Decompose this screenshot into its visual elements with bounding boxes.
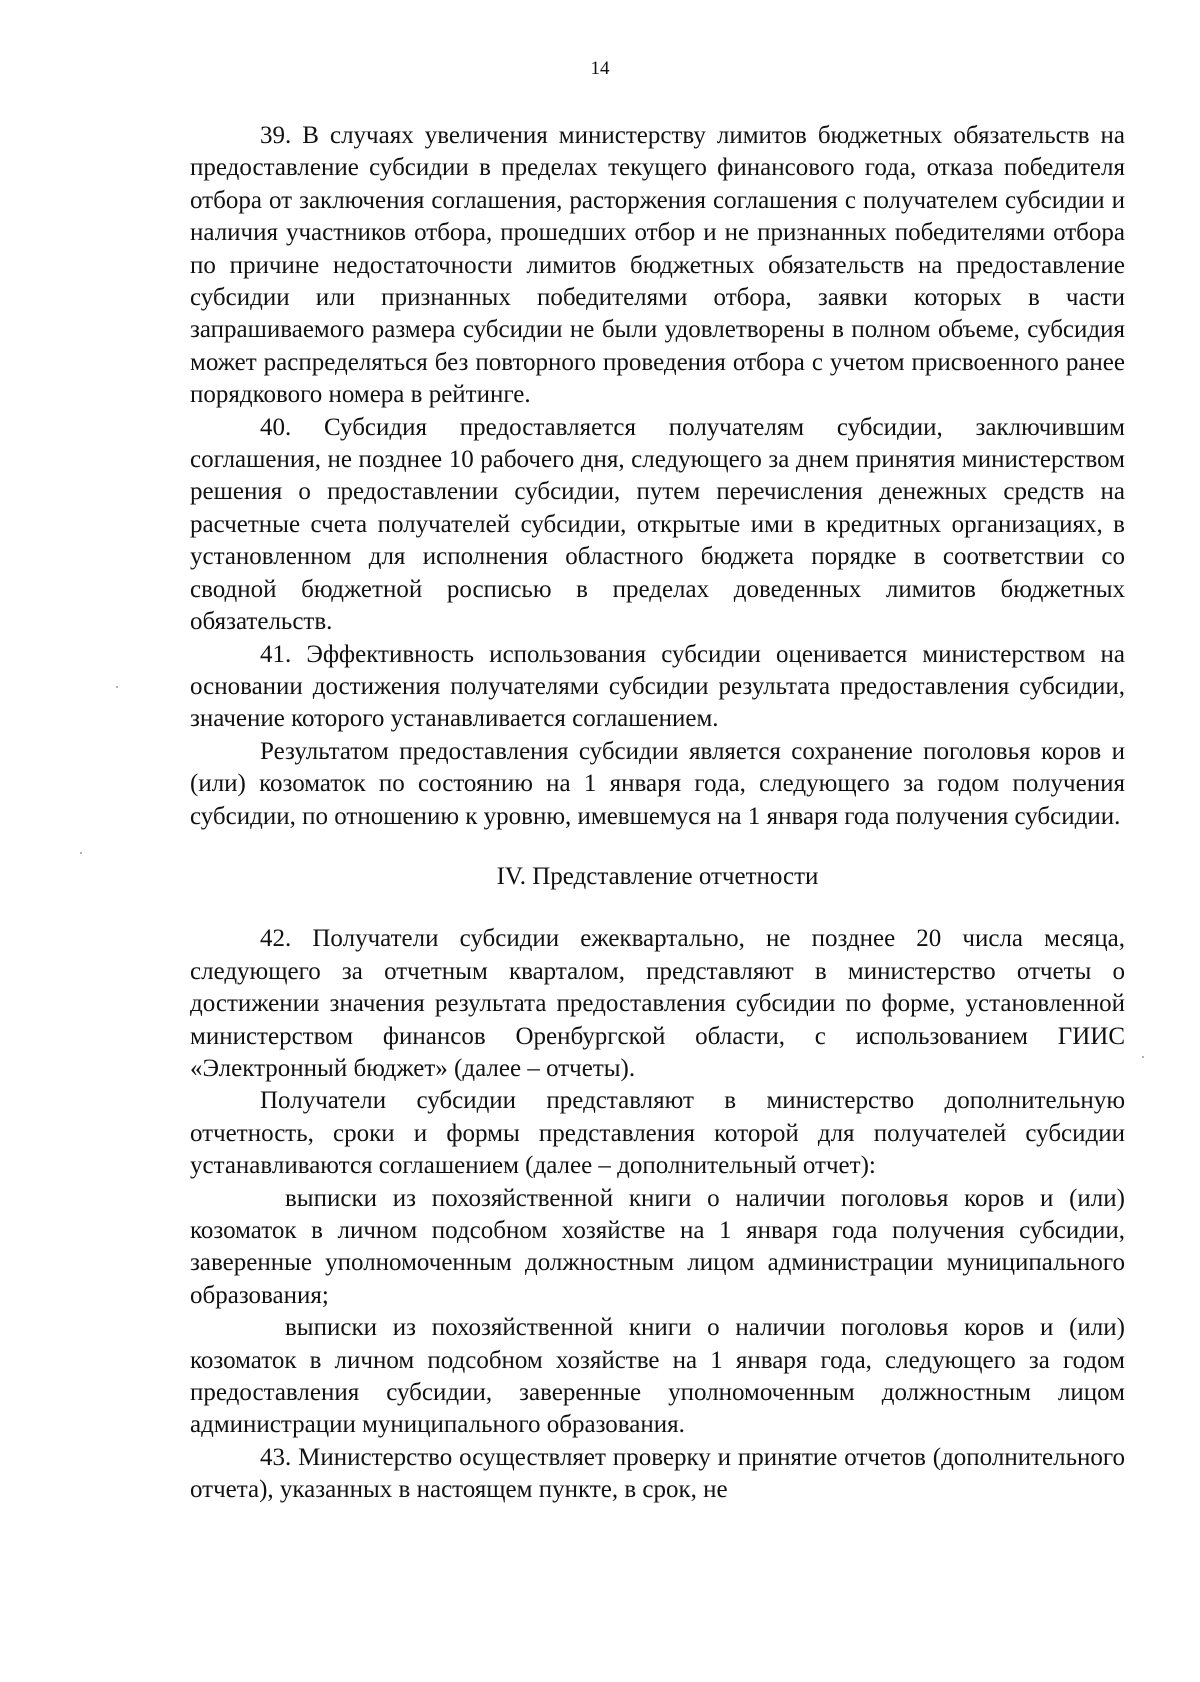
scan-speck (80, 852, 82, 854)
paragraph-39: 39. В случаях увеличения министерству лимитов бюджетных обязательств на предоставление субсидии в пределах текущего финансового года, отказа победителя отбора от заключения соглашения, расторжения соглашения с получателем субсидии и наличия участников отбора, прошедших отбор и не признанных победителями отбора по причине недостаточности лимитов бюджетных обязательств на предоставление субсидии или признанных победителями отбора, заявки которых в части запрашиваемого размера субсидии не были удовлетворены в полном объеме, субсидия может распределяться без повторного проведения отбора с учетом присвоенного ранее порядкового номера в рейтинге. (190, 122, 1125, 409)
paragraph-41: 41. Эффективность использования субсидии оценивается министерством на основании достижения получателями субсидии результата предоставления субсидии, значение которого устанавливается соглашением. (190, 640, 1125, 733)
scan-speck (116, 686, 118, 688)
scan-speck (1142, 1056, 1144, 1058)
paragraph-42: 42. Получатели субсидии ежеквартально, не позднее 20 числа месяца, следующего за отчетным кварталом, представляют в министерство отчеты о достижении значения результата предоставления субсидии по форме, установленной министерством финансов Оренбургской области, с использованием ГИИС «Электронный бюджет» (далее – отчеты). (190, 925, 1125, 1082)
paragraph-41-result: Результатом предоставления субсидии является сохранение поголовья коров и (или) козоматок по состоянию на 1 января года, следующего за годом получения субсидии, по отношению к уровню, имевшемуся на 1 января года получения субсидии. (190, 737, 1125, 830)
paragraph-42-additional: Получатели субсидии представляют в министерство дополнительную отчетность, сроки и формы представления которой для получателей субсидии устанавливаются соглашением (далее – дополнительный отчет): (190, 1087, 1125, 1180)
list-item-extract-1: выписки из похозяйственной книги о наличии поголовья коров и (или) козоматок в личном подсобном хозяйстве на 1 января года получения субсидии, заверенные уполномоченным должностным лицом администрации муниципального образования; (190, 1184, 1125, 1309)
document-body (190, 120, 1125, 1507)
section-heading: IV. Представление отчетности (496, 862, 819, 890)
list-item-extract-2: выписки из похозяйственной книги о наличии поголовья коров и (или) козоматок в личном подсобном хозяйстве на 1 января года, следующего за годом предоставления субсидии, заверенные уполномоченным должностным лицом администрации муниципального образования. (190, 1314, 1125, 1439)
page-number: 14 (590, 58, 610, 79)
paragraph-40: 40. Субсидия предоставляется получателям субсидии, заключившим соглашения, не позднее 10 рабочего дня, следующего за днем принятия министерством решения о предоставлении субсидии, путем перечисления денежных средств на расчетные счета получателей субсидии, открытые ими в кредитных организациях, в установленном для исполнения областного бюджета порядке в соответствии со сводной бюджетной росписью в пределах доведенных лимитов бюджетных обязательств. (190, 413, 1125, 636)
paragraph-43: 43. Министерство осуществляет проверку и принятие отчетов (дополнительного отчета), указанных в настоящем пункте, в срок, не (190, 1443, 1125, 1504)
